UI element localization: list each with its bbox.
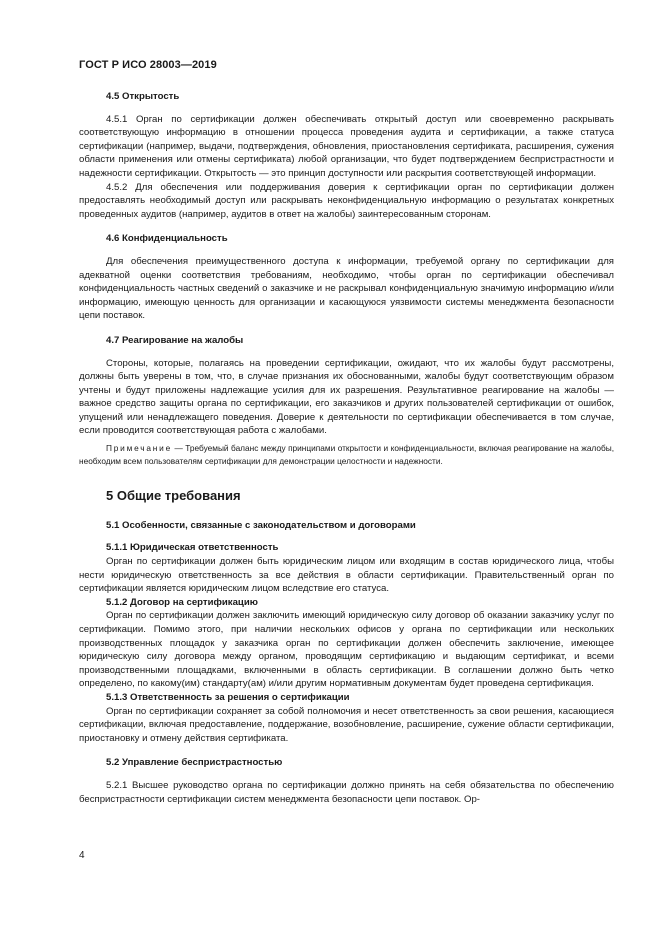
note-text: — Требуемый баланс между принципами открытости и конфиденциальности, включая реагирование на жалобы, необходим всем пользователям сертификации для демонстрации целостности и надежности. — [79, 443, 614, 466]
section-5-1-2-heading: 5.1.2 Договор на сертификацию — [106, 596, 258, 608]
para-5-1-2: Орган по сертификации должен заключить имеющий юридическую силу договор об оказании заказчику услуг по сертификации. Помимо этого, при наличии нескольких офисов у органа по сертификации или нескольких производственных площадок у заказчика орган по сертификации должен обеспечить заключение, имеющее юридическую силу договора между органом, проводящим сертификацию и выдающим сертификат, и всеми производственными площадками, включенными в область сертификации. В соглашении должно быть четко определено, по какому(им) стандарту(ам) и/или другим нормативным документам будет проведена сертификация. — [79, 610, 614, 690]
section-5-1-heading: 5.1 Особенности, связанные с законодательством и договорами — [106, 519, 416, 531]
para-5-2-1: 5.2.1 Высшее руководство органа по сертификации должно принять на себя обязательства по обеспечению беспристрастности сертификации систем менеджмента безопасности цепи поставок. Ор- — [79, 779, 614, 805]
page-number: 4 — [79, 850, 85, 861]
section-4-7-heading: 4.7 Реагирование на жалобы — [106, 334, 244, 346]
document-header: ГОСТ Р ИСО 28003—2019 — [79, 59, 217, 71]
para-4-6: Для обеспечения преимущественного доступа к информации, требуемой органу по сертификации для адекватной оценки соответствия требованиям, необходимо, чтобы орган по сертификации обеспечивал конфиденциальность частных сведений о заказчике и не раскрывал конфиденциальную значимую информацию и/или информацию, имеющую ценность для организации и касающуюся уязвимости системы менеджмента безопасности цепи поставок. — [79, 255, 614, 322]
section-5-2-heading: 5.2 Управление беспристрастностью — [106, 757, 283, 769]
para-5-1-3: Орган по сертификации сохраняет за собой полномочия и несет ответственность за свои решения, касающиеся сертификации, включая предоставление, поддержание, возобновление, расширение, сужение области сертификации, приостановку и отмену действия сертификата. — [79, 705, 614, 744]
section-5-1-1-heading: 5.1.1 Юридическая ответственность — [106, 542, 279, 554]
para-4-5-2: 4.5.2 Для обеспечения или поддерживания доверия к сертификации орган по сертификации должен предоставлять необходимый доступ или раскрывать неконфиденциальную информацию о результатах конкретных проведенных аудитов (например, аудитов в ответ на жалобы) заинтересованным сторонам. — [79, 181, 614, 220]
section-5-heading: 5 Общие требования — [106, 488, 241, 504]
para-4-7: Стороны, которые, полагаясь на проведении сертификации, ожидают, что их жалобы будут рассмотрены, должны быть уверены в том, что, в случае признания их обоснованными, жалобы будут соответствующим образом учтены и будут приложены надлежащие усилия для их разрешения. Результативное реагирование на жалобы — важное средство защиты органа по сертификации, его заказчиков и других пользователей сертификации от ошибок, упущений или ненадлежащего поведения. Доверие к деятельности по сертификации обеспечивается в том случае, если проводится соответствующая работа с жалобами. — [79, 357, 614, 437]
note-label: Примечание — [106, 443, 173, 454]
section-4-5-heading: 4.5 Открытость — [106, 91, 180, 102]
para-5-1-1: Орган по сертификации должен быть юридическим лицом или входящим в состав юридического лица, чтобы нести юридическую ответственность за все действия в области сертификации. Правительственный орган по сертификации является юридическим лицом вследствие его статуса. — [79, 556, 614, 595]
section-4-6-heading: 4.6 Конфиденциальность — [106, 233, 228, 245]
document-body — [79, 90, 614, 806]
section-5-1-3-heading: 5.1.3 Ответственность за решения о сертификации — [106, 691, 350, 703]
para-4-5-1: 4.5.1 Орган по сертификации должен обеспечивать открытый доступ или своевременно раскрывать соответствующую информацию в отношении процесса проведения аудита и сертификации, а также статуса сертификации (например, выдачи, подтверждения, обновления, приостановления сертификата, расширения, сужения области применения или отмены сертификата) любой организации, что будет подтверждением беспристрастности и надежности сертификации. Открытость — это принцип доступности или раскрытия соответствующей информации. — [79, 113, 614, 179]
note-4-7 — [79, 442, 614, 467]
